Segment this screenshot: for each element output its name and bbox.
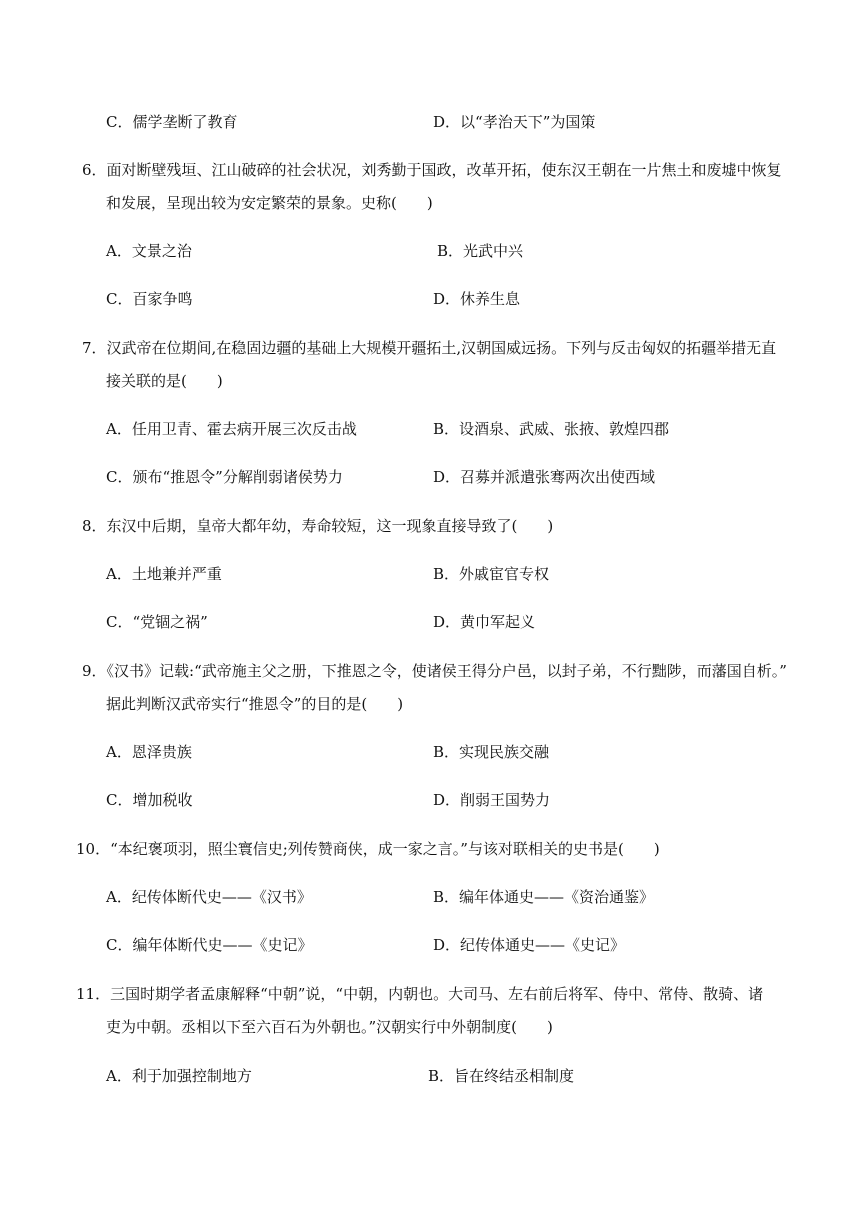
q9-option-b: B．实现民族交融 (433, 743, 550, 761)
q6-option-c: C．百家争鸣 (106, 290, 193, 308)
q11-stem-line-2: 吏为中朝。丞相以下至六百石为外朝也。”汉朝实行中外朝制度( ) (106, 1018, 553, 1036)
q9-stem-line-1: 9．《汉书》记载:“武帝施主父之册，下推恩之令，使诸侯王得分户邑，以封子弟，不行黜陟，而藩国自析。” (82, 662, 787, 680)
q5-option-c: C．儒学垄断了教育 (106, 113, 238, 131)
q5-option-d: D．以“孝治天下”为国策 (433, 113, 596, 131)
q7-option-b: B．设酒泉、武威、张掖、敦煌四郡 (433, 420, 670, 438)
q7-stem-line-2: 接关联的是( ) (106, 372, 223, 390)
q10-option-c: C．编年体断代史——《史记》 (106, 936, 313, 954)
q9-stem-line-2: 据此判断汉武帝实行“推恩令”的目的是( ) (106, 695, 404, 713)
q7-option-a: A．任用卫青、霍去病开展三次反击战 (106, 420, 357, 438)
q8-option-a: A．土地兼并严重 (106, 565, 222, 583)
q6-option-a: A．文景之治 (106, 242, 192, 260)
q7-option-c: C．颁布“推恩令”分解削弱诸侯势力 (106, 468, 343, 486)
q8-option-b: B．外戚宦官专权 (433, 565, 550, 583)
q6-stem-line-1: 6．面对断壁残垣、江山破碎的社会状况，刘秀勤于国政，改革开拓，使东汉王朝在一片焦土和废墟中恢复 (82, 161, 782, 179)
q11-option-a: A．利于加强控制地方 (106, 1067, 252, 1085)
q8-stem-line-1: 8．东汉中后期，皇帝大都年幼，寿命较短，这一现象直接导致了( ) (82, 517, 554, 535)
q6-stem-line-2: 和发展，呈现出较为安定繁荣的景象。史称( ) (106, 194, 433, 212)
q10-option-b: B．编年体通史——《资治通鉴》 (433, 888, 655, 906)
q6-option-d: D．休养生息 (433, 290, 521, 308)
q10-option-a: A．纪传体断代史——《汉书》 (106, 888, 312, 906)
q6-option-b: B．光武中兴 (437, 242, 524, 260)
q10-stem-line-1: 10．“本纪褒项羽，照尘寰信史;列传赞商侠，成一家之言。”与该对联相关的史书是( ) (76, 840, 660, 858)
q11-stem-line-1: 11．三国时期学者孟康解释“中朝”说，“中朝，内朝也。大司马、左右前后将军、侍中、常侍、散骑、诸 (76, 985, 764, 1003)
q7-option-d: D．召募并派遣张骞两次出使西域 (433, 468, 656, 486)
q11-option-b: B．旨在终结丞相制度 (428, 1067, 575, 1085)
q7-stem-line-1: 7．汉武帝在位期间,在稳固边疆的基础上大规模开疆拓土,汉朝国威远扬。下列与反击匈奴的拓疆举措无直 (82, 339, 777, 357)
q8-option-c: C．“党锢之祸” (106, 613, 208, 631)
q9-option-c: C．增加税收 (106, 791, 193, 809)
q10-option-d: D．纪传体通史——《史记》 (433, 936, 626, 954)
q9-option-a: A．恩泽贵族 (106, 743, 192, 761)
q8-option-d: D．黄巾军起义 (433, 613, 536, 631)
q9-option-d: D．削弱王国势力 (433, 791, 551, 809)
